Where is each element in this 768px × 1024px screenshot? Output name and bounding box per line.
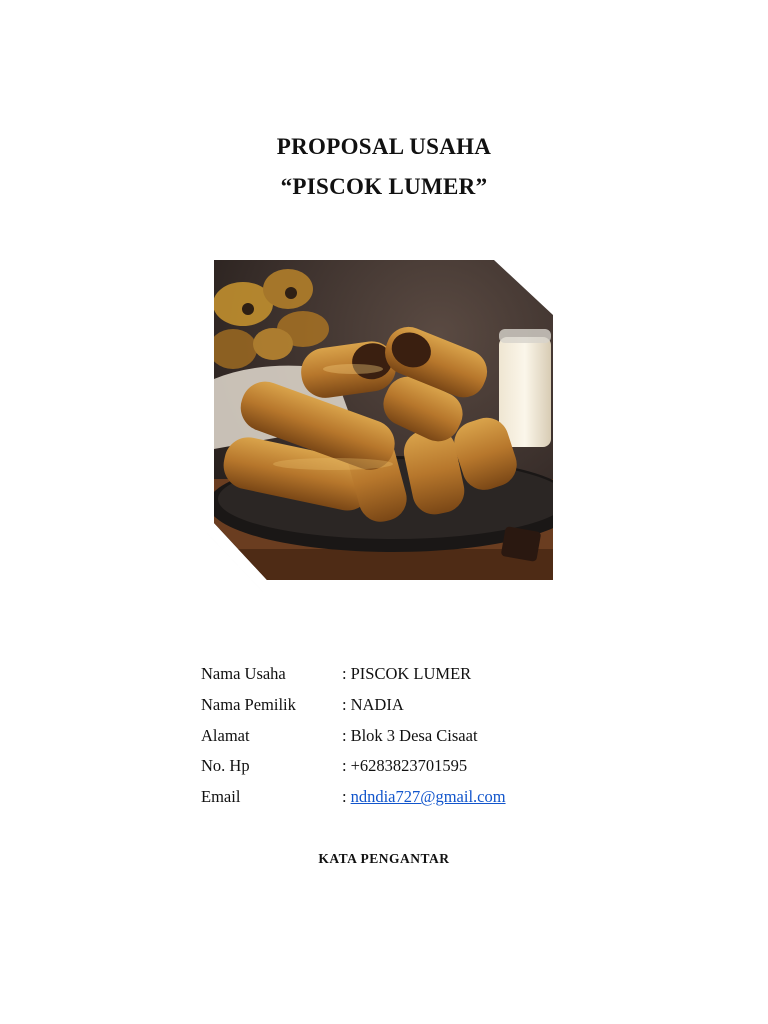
info-row-email [201,787,506,818]
info-value-owner: NADIA [350,694,404,714]
info-row-phone [201,756,506,787]
info-label: Alamat [201,725,250,745]
info-label: Nama Pemilik [201,694,296,714]
business-info [201,664,506,818]
info-separator: : [342,694,347,714]
info-value-address: Blok 3 Desa Cisaat [350,725,478,745]
info-label: Nama Usaha [201,664,286,683]
info-separator: : [342,725,347,745]
info-separator: : [342,787,347,807]
info-label: No. Hp [201,756,250,776]
info-label: Email [201,787,241,807]
info-separator: : [342,664,347,683]
business-name-title: “PISCOK LUMER” [280,174,488,199]
section-heading-foreword: KATA PENGANTAR [318,851,450,866]
info-row-business-name [201,664,506,695]
info-value-phone: +6283823701595 [350,756,468,776]
info-row-owner [201,695,506,726]
document-title: PROPOSAL USAHA [276,134,492,159]
info-row-address [201,726,506,757]
info-separator: : [342,756,347,776]
product-photo [203,249,566,592]
email-link[interactable]: ndndia727@gmail.com [350,787,506,807]
info-value-business-name: PISCOK LUMER [350,664,472,683]
